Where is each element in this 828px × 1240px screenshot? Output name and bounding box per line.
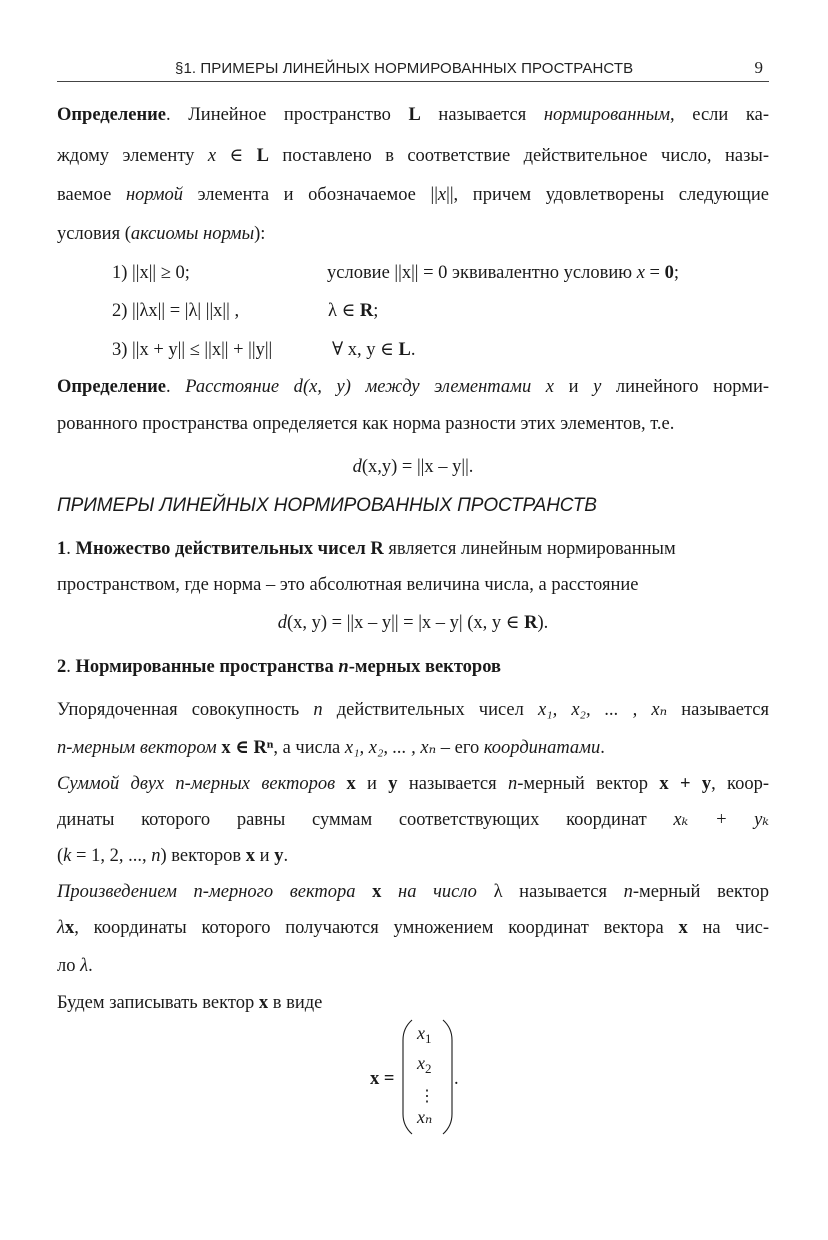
text: , коор-	[711, 774, 769, 794]
text: Упорядоченная совокупность	[57, 700, 314, 720]
example-2-heading	[57, 654, 769, 680]
text: ;	[673, 263, 679, 283]
text: на чис-	[687, 918, 769, 938]
term-norm: нормой	[125, 185, 184, 205]
term-coordinates: координатами	[483, 738, 601, 758]
term-normed: нормированным	[543, 105, 671, 125]
var-y: y	[593, 377, 602, 397]
paragraph-1-line-1	[57, 697, 769, 723]
axiom-2-right	[328, 298, 378, 324]
paragraph-2-line-3	[57, 843, 769, 869]
example-number: 2	[57, 657, 67, 677]
word: равны	[236, 810, 286, 830]
formula-text: (x,y) = ||x – y||.	[361, 457, 474, 477]
paragraph-3-line-2	[57, 915, 769, 941]
term-axioms: аксиомы нормы	[130, 224, 255, 244]
vector-period: .	[454, 1069, 459, 1089]
var-n: n	[151, 846, 161, 866]
formula-text: (x, y) = ||x – y|| = |x – y| (x, y ∈	[286, 613, 525, 633]
vector-entry-2	[417, 1052, 432, 1074]
text: и	[255, 846, 275, 866]
definition-1-line-4	[57, 221, 769, 247]
text: , координаты которого получаются умножением координат вектора	[74, 918, 679, 938]
vector-vertical-dots: ⋮	[419, 1088, 435, 1105]
text: линейного норми-	[601, 377, 770, 397]
text: ).	[537, 613, 549, 633]
text: . Линейное пространство	[166, 105, 409, 125]
paragraph-2-line-2	[57, 807, 769, 833]
word: суммам	[312, 810, 373, 830]
space-symbol: L	[398, 340, 411, 360]
text: ):	[254, 224, 266, 244]
space-symbol: L	[408, 105, 421, 125]
vector-y: y	[388, 774, 398, 794]
text: .	[88, 956, 93, 976]
column-vector	[370, 1018, 470, 1136]
text: .	[410, 340, 416, 360]
vector-entry-1	[417, 1022, 432, 1044]
coordinate-sequence: x₁, x₂, ... , xₙ	[537, 700, 668, 720]
lambda-symbol: λ	[57, 918, 66, 938]
text: условия (	[57, 224, 131, 244]
reals-symbol: R	[524, 613, 538, 633]
example-title: -мерных векторов	[348, 657, 501, 677]
definition-1-line-1	[57, 102, 769, 128]
var-x: x	[437, 185, 447, 205]
vector-in-rn: x ∈ Rⁿ	[216, 738, 274, 758]
text: = 1, 2, ...,	[71, 846, 152, 866]
text: (	[57, 846, 64, 866]
text: ) векторов	[160, 846, 246, 866]
reals-symbol: R	[359, 301, 374, 321]
text: ждому элементу	[57, 146, 208, 166]
vector-x-equals: x =	[370, 1069, 395, 1089]
text: между элементами x	[365, 377, 554, 397]
page-number: 9	[754, 58, 763, 77]
var-n: n	[338, 657, 349, 677]
vector-x: x	[245, 846, 256, 866]
entry-sub: 2	[425, 1061, 432, 1076]
text: -мерный вектор	[517, 774, 660, 794]
term-product: Произведением n-мерного вектора	[57, 882, 356, 902]
paragraph-4	[57, 990, 769, 1016]
section-heading: ПРИМЕРЫ ЛИНЕЙНЫХ НОРМИРОВАННЫХ ПРОСТРАНСТВ	[57, 495, 597, 516]
vector-x: x	[65, 918, 75, 938]
paragraph-3-line-3	[57, 953, 769, 979]
definition-2-line-1	[57, 374, 769, 400]
text: и	[355, 774, 389, 794]
zero-element: 0	[664, 263, 674, 283]
text: .	[66, 539, 76, 559]
distance-formula	[57, 454, 769, 480]
text: условие ||x|| = 0 эквивалентно условию	[327, 263, 637, 283]
word: координат	[566, 810, 647, 830]
vector-x: x	[335, 774, 356, 794]
text: , если ка-	[670, 105, 769, 125]
definition-term: Определение	[57, 377, 166, 397]
text: -мерный вектор	[632, 882, 769, 902]
text: .	[166, 377, 186, 397]
text: называется	[397, 774, 508, 794]
axiom-3-left: 3) ||x + y|| ≤ ||x|| + ||y||	[112, 340, 273, 360]
text: ||, причем удовлетворены следующие	[446, 185, 769, 205]
vector-x: x	[355, 882, 382, 902]
var-d: d	[277, 613, 287, 633]
coordinate-sum: xₖ + yₖ	[673, 810, 770, 830]
text: и	[554, 377, 594, 397]
term-n-vector: n-мерным вектором	[57, 738, 217, 758]
var-n: n	[313, 700, 323, 720]
entry-sub: 1	[425, 1031, 432, 1046]
definition-2-line-2: рованного пространства определяется как норма разности этих элементов, т.е.	[57, 414, 675, 434]
text: называется	[667, 700, 769, 720]
definition-term: Определение	[57, 105, 166, 125]
entry-var-n: xₙ	[417, 1107, 433, 1127]
text: является линейным нормированным	[383, 539, 676, 559]
text: .	[66, 657, 76, 677]
word: которого	[141, 810, 211, 830]
vector-x: x	[258, 993, 269, 1013]
text: ло	[57, 956, 81, 976]
term-sum: Суммой двух n-мерных векторов	[57, 774, 336, 794]
text: в виде	[268, 993, 323, 1013]
vector-entry-n	[417, 1106, 432, 1128]
paragraph-3-line-1	[57, 879, 769, 905]
text: , а числа	[273, 738, 345, 758]
example-title: Нормированные пространства	[75, 657, 339, 677]
vector-x: x	[678, 918, 688, 938]
text: Будем записывать вектор	[57, 993, 259, 1013]
term-distance: Расстояние d	[185, 377, 303, 397]
example-title: Множество действительных чисел R	[75, 539, 384, 559]
var-k: k	[63, 846, 72, 866]
coordinate-sequence: x₁, x₂, ... , xₙ	[344, 738, 437, 758]
lambda-symbol: λ	[80, 956, 89, 976]
right-parenthesis	[443, 1020, 452, 1134]
var-n: n	[507, 774, 518, 794]
axiom-1-right	[327, 260, 679, 286]
text: называется	[502, 882, 624, 902]
vector-sum: x + y	[659, 774, 712, 794]
absolute-distance-formula	[57, 610, 769, 636]
running-header	[57, 59, 769, 82]
text: .	[283, 846, 289, 866]
var-x: x	[636, 263, 645, 283]
text: =	[644, 263, 665, 283]
example-1-line-2: пространством, где норма – это абсолютная величина числа, а расстояние	[57, 575, 639, 595]
text: на число	[381, 882, 494, 902]
text: (x, y)	[302, 377, 366, 397]
var-x: x	[207, 146, 217, 166]
paragraph-1-line-2	[57, 735, 769, 761]
text: элемента и обозначаемое ||	[183, 185, 438, 205]
example-number: 1	[57, 539, 67, 559]
text: .	[600, 738, 605, 758]
word: динаты	[57, 810, 115, 830]
definition-1-line-2	[57, 143, 769, 169]
text: ;	[373, 301, 379, 321]
entry-var: x	[417, 1023, 425, 1043]
var-n: n	[623, 882, 633, 902]
header-title: §1. ПРИМЕРЫ ЛИНЕЙНЫХ НОРМИРОВАННЫХ ПРОСТРАНСТВ	[175, 60, 634, 77]
word: соответствующих	[398, 810, 540, 830]
in-symbol: ∈	[216, 146, 257, 166]
text: называется	[420, 105, 544, 125]
var-d: d	[352, 457, 362, 477]
axiom-1-left: 1) ||x|| ≥ 0;	[112, 263, 190, 283]
axiom-2-left: 2) ||λx|| = |λ| ||x|| ,	[112, 301, 240, 321]
paragraph-2-line-1	[57, 771, 769, 797]
left-parenthesis	[403, 1020, 412, 1134]
text: – его	[436, 738, 484, 758]
lambda-symbol: λ	[493, 882, 503, 902]
example-1-line-1	[57, 536, 769, 562]
axiom-3-right	[332, 337, 415, 363]
entry-var: x	[417, 1053, 425, 1073]
text: ваемое	[57, 185, 126, 205]
definition-1-line-3	[57, 182, 769, 208]
space-symbol: L	[256, 146, 269, 166]
text: поставлено в соответствие действительное число, назы-	[268, 146, 769, 166]
text: ∀ x, y ∈	[332, 340, 399, 360]
text: действительных чисел	[322, 700, 538, 720]
vector-y: y	[274, 846, 284, 866]
text: λ ∈	[328, 301, 360, 321]
